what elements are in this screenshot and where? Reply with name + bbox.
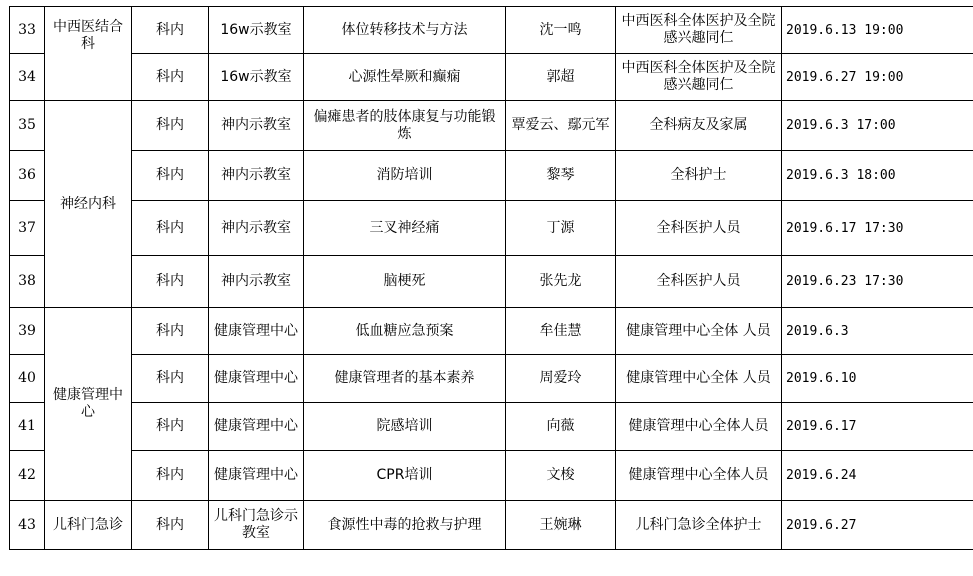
training-audience: 健康管理中心全体人员 [616, 451, 782, 501]
training-datetime: 2019.6.3 17:00 [782, 101, 973, 151]
table-row [10, 151, 973, 201]
training-type: 科内 [132, 403, 209, 451]
row-number: 34 [10, 54, 45, 101]
training-location: 儿科门急诊示教室 [209, 501, 304, 550]
training-audience: 健康管理中心全体人员 [616, 403, 782, 451]
training-audience: 健康管理中心全体 人员 [616, 308, 782, 355]
training-topic: 三叉神经痛 [304, 201, 506, 256]
department-neurology: 神经内科 [45, 101, 132, 308]
training-speaker: 向薇 [506, 403, 616, 451]
training-location: 健康管理中心 [209, 403, 304, 451]
training-type: 科内 [132, 501, 209, 550]
department-pediatric-er: 儿科门急诊 [45, 501, 132, 550]
row-number: 40 [10, 355, 45, 403]
training-type: 科内 [132, 451, 209, 501]
training-datetime: 2019.6.3 [782, 308, 973, 355]
training-datetime: 2019.6.23 17:30 [782, 256, 973, 308]
row-number: 43 [10, 501, 45, 550]
training-schedule-table [9, 6, 973, 550]
training-type: 科内 [132, 54, 209, 101]
training-speaker: 沈一鸣 [506, 7, 616, 54]
training-type: 科内 [132, 7, 209, 54]
table-row [10, 451, 973, 501]
training-audience: 全科病友及家属 [616, 101, 782, 151]
training-topic: 体位转移技术与方法 [304, 7, 506, 54]
training-topic: CPR培训 [304, 451, 506, 501]
training-speaker: 覃爱云、鄢元军 [506, 101, 616, 151]
training-location: 神内示教室 [209, 101, 304, 151]
training-topic: 脑梗死 [304, 256, 506, 308]
training-audience: 全科护士 [616, 151, 782, 201]
training-audience: 全科医护人员 [616, 256, 782, 308]
training-location: 健康管理中心 [209, 451, 304, 501]
training-location: 神内示教室 [209, 201, 304, 256]
row-number: 42 [10, 451, 45, 501]
training-type: 科内 [132, 256, 209, 308]
training-topic: 健康管理者的基本素养 [304, 355, 506, 403]
training-speaker: 王婉琳 [506, 501, 616, 550]
training-speaker: 黎琴 [506, 151, 616, 201]
training-type: 科内 [132, 308, 209, 355]
training-audience: 全科医护人员 [616, 201, 782, 256]
training-audience: 中西医科全体医护及全院感兴趣同仁 [616, 7, 782, 54]
training-audience: 儿科门急诊全体护士 [616, 501, 782, 550]
training-speaker: 牟佳慧 [506, 308, 616, 355]
training-speaker: 周爱玲 [506, 355, 616, 403]
training-datetime: 2019.6.17 17:30 [782, 201, 973, 256]
row-number: 38 [10, 256, 45, 308]
training-audience: 健康管理中心全体 人员 [616, 355, 782, 403]
training-location: 健康管理中心 [209, 355, 304, 403]
table-row [10, 201, 973, 256]
row-number: 33 [10, 7, 45, 54]
training-datetime: 2019.6.10 [782, 355, 973, 403]
training-speaker: 丁源 [506, 201, 616, 256]
table-row [10, 7, 973, 54]
department-integrated: 中西医结合科 [45, 7, 132, 101]
training-type: 科内 [132, 201, 209, 256]
training-topic: 低血糖应急预案 [304, 308, 506, 355]
row-number: 37 [10, 201, 45, 256]
training-location: 16w示教室 [209, 7, 304, 54]
training-location: 神内示教室 [209, 256, 304, 308]
table-row [10, 501, 973, 550]
training-audience: 中西医科全体医护及全院感兴趣同仁 [616, 54, 782, 101]
training-topic: 心源性晕厥和癫痫 [304, 54, 506, 101]
row-number: 36 [10, 151, 45, 201]
training-speaker: 文梭 [506, 451, 616, 501]
table-row [10, 256, 973, 308]
table-row [10, 101, 973, 151]
training-datetime: 2019.6.27 [782, 501, 973, 550]
table-row [10, 308, 973, 355]
training-type: 科内 [132, 101, 209, 151]
training-datetime: 2019.6.27 19:00 [782, 54, 973, 101]
table-row [10, 403, 973, 451]
training-datetime: 2019.6.3 18:00 [782, 151, 973, 201]
training-datetime: 2019.6.13 19:00 [782, 7, 973, 54]
table-row [10, 355, 973, 403]
training-type: 科内 [132, 151, 209, 201]
training-type: 科内 [132, 355, 209, 403]
training-datetime: 2019.6.17 [782, 403, 973, 451]
training-location: 神内示教室 [209, 151, 304, 201]
row-number: 39 [10, 308, 45, 355]
training-datetime: 2019.6.24 [782, 451, 973, 501]
training-speaker: 郭超 [506, 54, 616, 101]
table-row [10, 54, 973, 101]
department-health-management: 健康管理中心 [45, 308, 132, 501]
row-number: 35 [10, 101, 45, 151]
row-number: 41 [10, 403, 45, 451]
training-topic: 食源性中毒的抢救与护理 [304, 501, 506, 550]
training-location: 16w示教室 [209, 54, 304, 101]
training-speaker: 张先龙 [506, 256, 616, 308]
training-topic: 偏瘫患者的肢体康复与功能锻炼 [304, 101, 506, 151]
training-topic: 院感培训 [304, 403, 506, 451]
training-topic: 消防培训 [304, 151, 506, 201]
training-location: 健康管理中心 [209, 308, 304, 355]
